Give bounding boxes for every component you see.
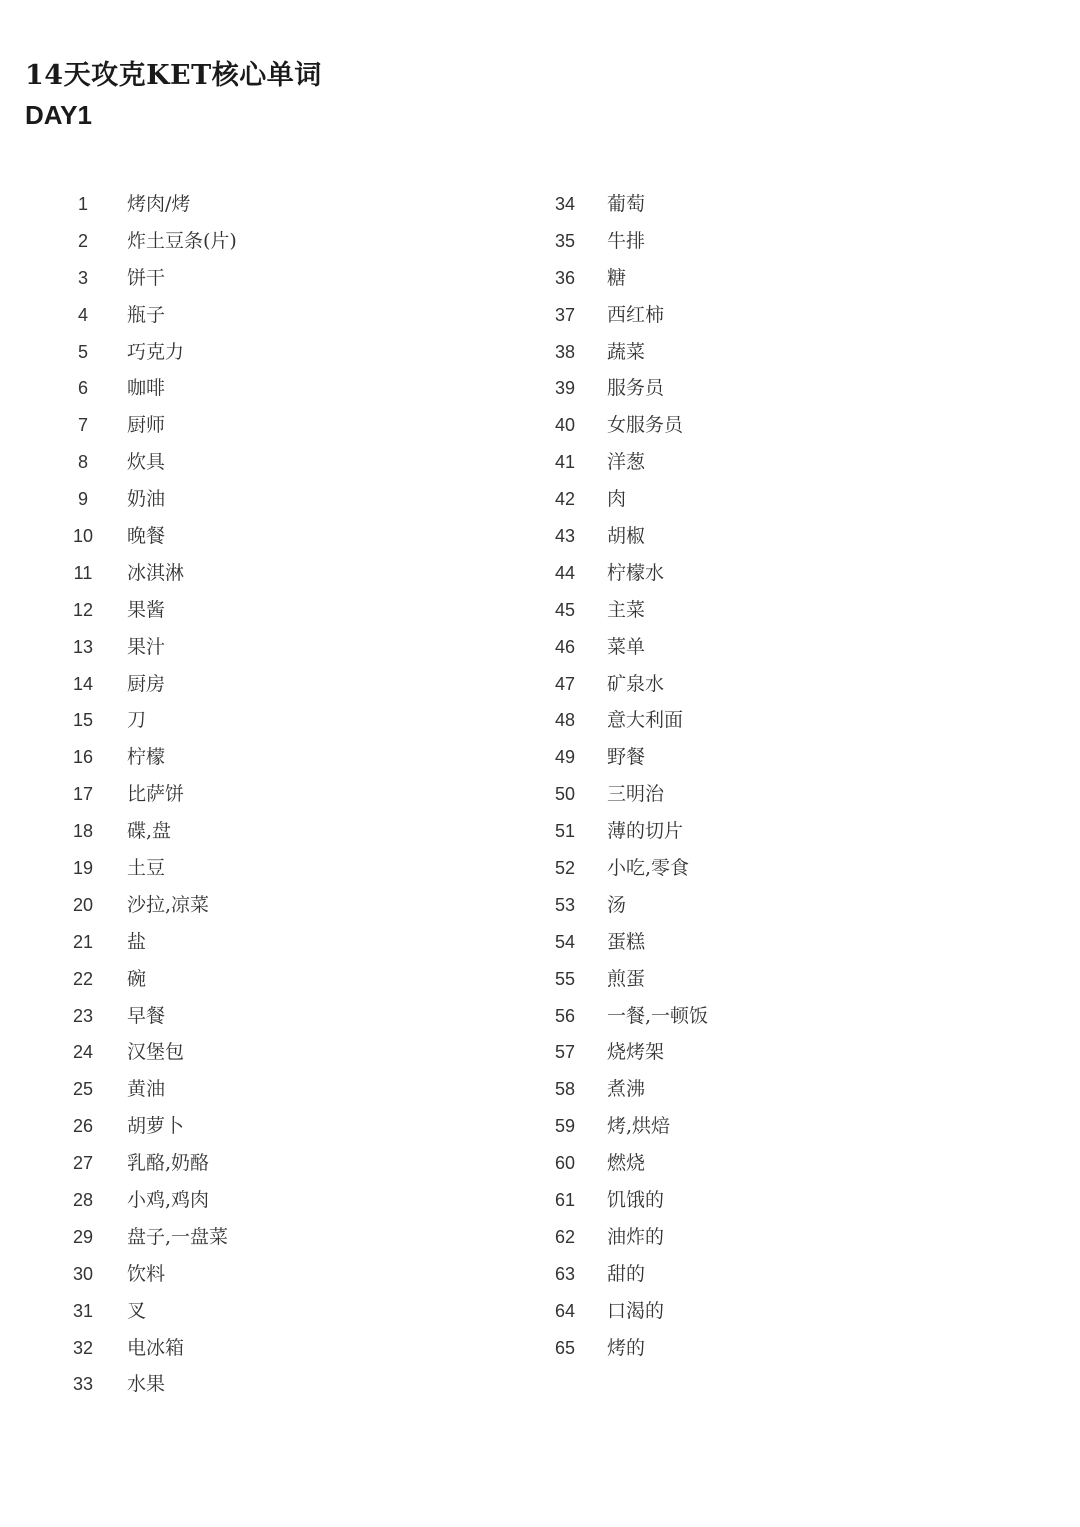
- vocab-number: 13: [72, 636, 94, 657]
- vocab-word: 小吃,零食: [607, 856, 690, 879]
- vocab-word: 肉: [607, 488, 627, 511]
- vocab-row: [58, 1328, 237, 1365]
- vocab-number: 39: [554, 378, 576, 399]
- vocab-number: 49: [554, 747, 576, 768]
- vocab-number: 6: [77, 378, 88, 399]
- vocab-row: [541, 479, 708, 516]
- vocab-word: 瓶子: [127, 303, 166, 326]
- vocab-word: 油炸的: [607, 1225, 665, 1248]
- vocab-row: [58, 553, 237, 590]
- vocab-word: 黄油: [127, 1078, 166, 1101]
- vocab-row: [541, 737, 708, 774]
- vocab-row: [58, 1106, 237, 1143]
- vocab-row: [541, 1143, 708, 1180]
- vocab-row: [541, 516, 708, 553]
- vocab-word: 果酱: [127, 598, 166, 621]
- vocab-row: [541, 1180, 708, 1217]
- vocab-number: 15: [72, 710, 94, 731]
- vocab-word: 碟,盘: [127, 820, 172, 843]
- vocab-word: 柠檬水: [607, 561, 665, 584]
- vocab-word: 牛排: [607, 229, 646, 252]
- vocab-number: 45: [554, 599, 576, 620]
- vocab-word: 咖啡: [127, 377, 166, 400]
- vocab-word: 洋葱: [607, 451, 646, 474]
- vocab-word: 矿泉水: [607, 672, 665, 695]
- vocab-number: 34: [554, 193, 576, 214]
- vocab-word: 燃烧: [607, 1152, 646, 1175]
- vocab-number: 33: [72, 1374, 94, 1395]
- vocab-row: [541, 700, 708, 737]
- vocab-row: [541, 332, 708, 369]
- vocab-word: 土豆: [127, 856, 166, 879]
- vocab-number: 17: [72, 784, 94, 805]
- vocab-number: 46: [554, 636, 576, 657]
- vocab-word: 果汁: [127, 635, 166, 658]
- vocab-row: [58, 885, 237, 922]
- vocab-column-right: [541, 184, 708, 1365]
- vocab-word: 叉: [127, 1299, 147, 1322]
- vocab-row: [541, 959, 708, 996]
- page-title: 14天攻克KET核心单词: [25, 60, 322, 91]
- vocab-word: 盐: [127, 930, 147, 953]
- vocab-word: 薄的切片: [607, 820, 684, 843]
- vocab-row: [58, 368, 237, 405]
- vocab-word: 烤,烘焙: [607, 1115, 671, 1138]
- vocab-word: 奶油: [127, 488, 166, 511]
- vocab-row: [58, 1180, 237, 1217]
- vocab-number: 8: [77, 452, 88, 473]
- vocab-number: 12: [72, 599, 94, 620]
- vocab-word: 沙拉,凉菜: [127, 893, 210, 916]
- vocab-number: 56: [554, 1005, 576, 1026]
- vocab-row: [58, 959, 237, 996]
- vocab-row: [541, 442, 708, 479]
- vocab-number: 38: [554, 341, 576, 362]
- vocab-row: [541, 996, 708, 1033]
- vocab-word: 口渴的: [607, 1299, 665, 1322]
- vocab-row: [541, 1254, 708, 1291]
- vocab-row: [541, 590, 708, 627]
- vocab-column-left: [58, 184, 237, 1401]
- vocab-row: [541, 774, 708, 811]
- vocab-word: 刀: [127, 709, 147, 732]
- vocab-row: [58, 774, 237, 811]
- vocab-row: [541, 627, 708, 664]
- vocab-word: 乳酪,奶酪: [127, 1152, 210, 1175]
- vocab-row: [58, 295, 237, 332]
- vocab-row: [541, 848, 708, 885]
- vocab-number: 26: [72, 1116, 94, 1137]
- vocab-word: 一餐,一顿饭: [607, 1004, 709, 1027]
- vocab-row: [541, 553, 708, 590]
- vocab-number: 35: [554, 230, 576, 251]
- vocab-word: 西红柿: [607, 303, 665, 326]
- vocab-row: [541, 368, 708, 405]
- vocab-row: [58, 1254, 237, 1291]
- vocab-word: 主菜: [607, 598, 646, 621]
- vocab-row: [58, 332, 237, 369]
- vocab-row: [58, 996, 237, 1033]
- vocab-word: 汉堡包: [127, 1041, 185, 1064]
- vocab-word: 糖: [607, 266, 627, 289]
- vocab-row: [541, 664, 708, 701]
- vocab-word: 意大利面: [607, 709, 684, 732]
- vocab-number: 60: [554, 1153, 576, 1174]
- vocab-number: 22: [72, 968, 94, 989]
- vocab-number: 42: [554, 489, 576, 510]
- vocab-row: [58, 184, 237, 221]
- vocab-number: 51: [554, 821, 576, 842]
- vocab-row: [58, 1069, 237, 1106]
- vocab-number: 30: [72, 1263, 94, 1284]
- vocab-word: 菜单: [607, 635, 646, 658]
- vocab-word: 服务员: [607, 377, 665, 400]
- vocab-number: 4: [77, 304, 88, 325]
- vocab-row: [541, 405, 708, 442]
- vocab-row: [58, 811, 237, 848]
- vocab-number: 27: [72, 1153, 94, 1174]
- vocab-word: 比萨饼: [127, 783, 185, 806]
- vocab-number: 31: [72, 1300, 94, 1321]
- vocab-number: 1: [77, 193, 88, 214]
- vocab-number: 9: [77, 489, 88, 510]
- vocab-number: 7: [77, 415, 88, 436]
- vocab-number: 50: [554, 784, 576, 805]
- vocab-number: 19: [72, 857, 94, 878]
- vocab-number: 63: [554, 1263, 576, 1284]
- vocab-row: [58, 737, 237, 774]
- vocab-number: 21: [72, 931, 94, 952]
- vocab-row: [58, 516, 237, 553]
- vocab-row: [58, 922, 237, 959]
- vocab-word: 电冰箱: [127, 1336, 185, 1359]
- vocab-number: 41: [554, 452, 576, 473]
- vocab-number: 47: [554, 673, 576, 694]
- vocab-number: 53: [554, 894, 576, 915]
- vocab-number: 3: [77, 267, 88, 288]
- vocab-row: [541, 1069, 708, 1106]
- vocab-number: 29: [72, 1226, 94, 1247]
- vocab-number: 16: [72, 747, 94, 768]
- vocab-row: [541, 811, 708, 848]
- vocab-row: [541, 295, 708, 332]
- vocab-number: 36: [554, 267, 576, 288]
- vocab-word: 野餐: [607, 746, 646, 769]
- vocab-word: 早餐: [127, 1004, 166, 1027]
- vocab-row: [58, 1217, 237, 1254]
- vocab-word: 烤的: [607, 1336, 646, 1359]
- vocab-row: [541, 1328, 708, 1365]
- vocab-word: 三明治: [607, 783, 665, 806]
- vocab-row: [58, 1032, 237, 1069]
- vocab-row: [58, 405, 237, 442]
- vocab-number: 5: [77, 341, 88, 362]
- vocab-word: 小鸡,鸡肉: [127, 1188, 210, 1211]
- vocab-word: 葡萄: [607, 192, 646, 215]
- vocab-number: 37: [554, 304, 576, 325]
- vocab-number: 20: [72, 894, 94, 915]
- vocab-number: 61: [554, 1189, 576, 1210]
- vocab-word: 煎蛋: [607, 967, 646, 990]
- vocab-number: 54: [554, 931, 576, 952]
- vocab-number: 25: [72, 1079, 94, 1100]
- vocab-number: 62: [554, 1226, 576, 1247]
- vocab-word: 炊具: [127, 451, 166, 474]
- vocab-row: [541, 1106, 708, 1143]
- vocab-row: [541, 922, 708, 959]
- vocab-number: 48: [554, 710, 576, 731]
- vocab-row: [58, 221, 237, 258]
- vocab-word: 厨师: [127, 414, 166, 437]
- vocab-row: [58, 479, 237, 516]
- vocab-row: [541, 1032, 708, 1069]
- vocab-word: 巧克力: [127, 340, 185, 363]
- vocab-word: 柠檬: [127, 746, 166, 769]
- vocab-number: 11: [73, 562, 93, 583]
- vocab-row: [541, 184, 708, 221]
- vocab-row: [58, 590, 237, 627]
- vocab-number: 65: [554, 1337, 576, 1358]
- vocab-number: 10: [72, 525, 94, 546]
- vocab-number: 64: [554, 1300, 576, 1321]
- vocab-word: 饮料: [127, 1262, 166, 1285]
- vocab-row: [58, 627, 237, 664]
- vocab-word: 烧烤架: [607, 1041, 665, 1064]
- vocab-number: 58: [554, 1079, 576, 1100]
- vocab-row: [58, 1143, 237, 1180]
- vocab-word: 蔬菜: [607, 340, 646, 363]
- vocab-number: 40: [554, 415, 576, 436]
- vocab-row: [541, 258, 708, 295]
- vocab-word: 盘子,一盘菜: [127, 1225, 229, 1248]
- vocab-word: 蛋糕: [607, 930, 646, 953]
- vocab-number: 43: [554, 525, 576, 546]
- vocab-number: 24: [72, 1042, 94, 1063]
- vocab-number: 2: [77, 230, 88, 251]
- vocab-word: 冰淇淋: [127, 561, 185, 584]
- vocab-row: [541, 885, 708, 922]
- vocab-word: 饼干: [127, 266, 166, 289]
- vocab-word: 厨房: [127, 672, 166, 695]
- vocab-number: 59: [554, 1116, 576, 1137]
- vocab-word: 女服务员: [607, 414, 684, 437]
- vocab-word: 甜的: [607, 1262, 646, 1285]
- vocab-number: 14: [72, 673, 94, 694]
- vocab-row: [58, 664, 237, 701]
- vocab-word: 炸土豆条(片): [127, 229, 237, 252]
- vocab-number: 32: [72, 1337, 94, 1358]
- day-label: DAY1: [25, 100, 92, 130]
- vocab-number: 23: [72, 1005, 94, 1026]
- vocab-number: 52: [554, 857, 576, 878]
- vocab-row: [58, 442, 237, 479]
- vocab-word: 汤: [607, 893, 627, 916]
- vocab-word: 胡萝卜: [127, 1115, 185, 1138]
- vocab-row: [541, 1217, 708, 1254]
- vocab-row: [541, 221, 708, 258]
- vocab-word: 晚餐: [127, 524, 166, 547]
- vocab-row: [58, 1365, 237, 1402]
- vocab-word: 饥饿的: [607, 1188, 665, 1211]
- vocab-word: 碗: [127, 967, 147, 990]
- vocab-word: 胡椒: [607, 524, 646, 547]
- vocab-number: 57: [554, 1042, 576, 1063]
- vocab-row: [58, 848, 237, 885]
- vocab-number: 18: [72, 821, 94, 842]
- vocab-word: 烤肉/烤: [127, 192, 191, 215]
- vocab-word: 煮沸: [607, 1078, 646, 1101]
- vocab-word: 水果: [127, 1373, 166, 1396]
- vocab-row: [58, 1291, 237, 1328]
- vocab-number: 28: [72, 1189, 94, 1210]
- vocab-row: [58, 258, 237, 295]
- vocab-number: 44: [554, 562, 576, 583]
- vocab-number: 55: [554, 968, 576, 989]
- vocab-row: [58, 700, 237, 737]
- vocab-row: [541, 1291, 708, 1328]
